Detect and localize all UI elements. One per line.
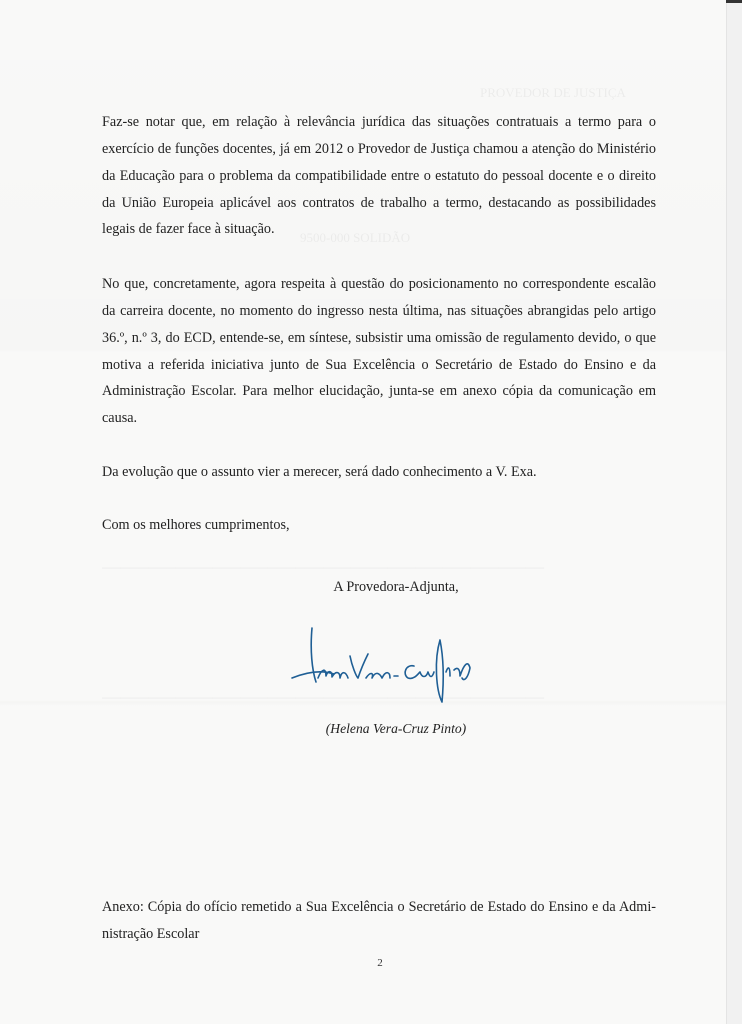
show-through-text: PROVEDOR DE JUSTIÇA	[480, 85, 626, 100]
show-through-text: ────────────────────────────────────────────────	[102, 690, 545, 705]
annex-note: Anexo: Cópia do ofício remetido a Sua Excelência o Secretário de Estado do Ensino e da Administração Escolar	[102, 899, 656, 942]
show-through-text: ────────────────────────────────────────────────	[102, 560, 545, 575]
paragraph-career-positioning: No que, concretamente, agora respeita à questão do posicionamento no correspondente escalão da carreira docente, no momento do ingresso nesta última, nas situações abrangidas pelo artigo 36.º, n.º 3, do ECD, entende-se, em síntese, subsistir uma omissão de regulamento devido, o que motiva a referida iniciativa junto de Sua Excelência o Secretário de Estado do Ensino e da Administração Escolar. Para melhor elucidação, junta-se em anexo cópia da comunicação em causa.	[102, 276, 656, 427]
signatory-title: A Provedora-Adjunta,	[333, 579, 459, 595]
handwritten-signature	[282, 620, 472, 710]
paragraph-legal-relevance: Faz-se notar que, em relação à relevância jurídica das situações contratuais a termo para o exercício de funções docentes, já em 2012 o Provedor de Justiça chamou a atenção do Ministério da Educação para o problema da compatibilidade entre o estatuto do pessoal docente e o direito da União Europeia aplicável aos contratos de trabalho a termo, destacando as possibilidades legais de fazer face à situação.	[102, 114, 656, 238]
paragraph-follow-up: Da evolução que o assunto vier a merecer, será dado conhecimento a V. Exa.	[102, 464, 537, 481]
signature-stroke	[405, 666, 434, 679]
signature-stroke	[318, 670, 348, 678]
scan-corner	[726, 0, 742, 3]
scan-edge	[726, 0, 742, 1024]
signatory-name: (Helena Vera-Cruz Pinto)	[325, 721, 467, 736]
signature-stroke	[350, 654, 390, 678]
signature-stroke	[436, 640, 470, 702]
show-through-text: 9500-000 SOLIDÃO	[300, 230, 411, 245]
closing-salutation: Com os melhores cumprimentos,	[102, 517, 290, 534]
page-number: 2	[377, 957, 383, 969]
